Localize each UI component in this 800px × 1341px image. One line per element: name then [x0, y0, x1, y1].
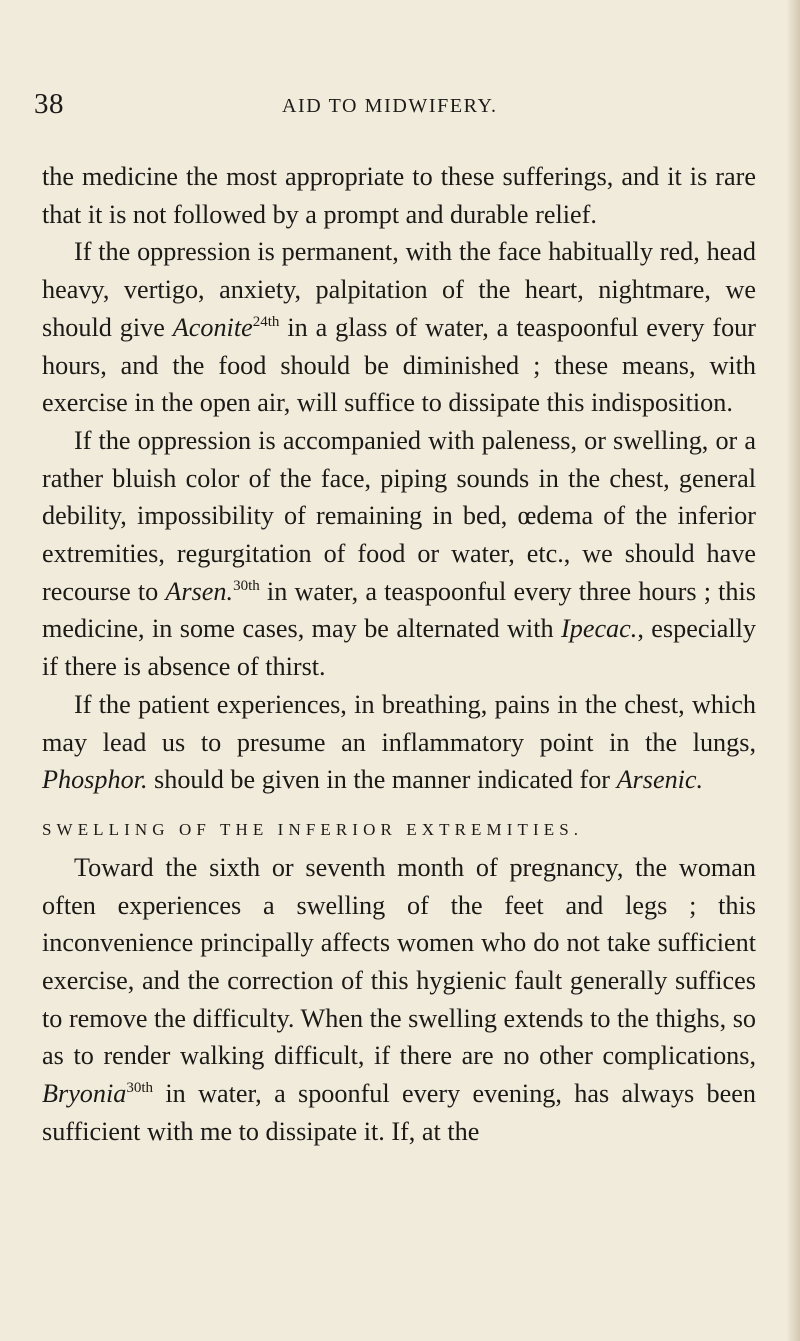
- remedy-name: Phosphor.: [42, 765, 148, 795]
- page-header: [0, 88, 800, 128]
- remedy-name: Ipecac.: [561, 614, 638, 644]
- page-edge-discoloration: [786, 0, 800, 1341]
- running-head: AID TO MIDWIFERY.: [282, 95, 498, 117]
- paragraph-text: in water, a spoonful every evening, has always been sufficient with me to dissipate it. If, at the: [42, 1079, 756, 1146]
- section-heading: SWELLING OF THE INFERIOR EXTREMITIES.: [42, 819, 584, 839]
- paragraph-text: Toward the sixth or seventh month of pregnancy, the woman often experiences a swelling of the feet and legs ; this inconvenience principally affects women who do not take sufficient exercise, and the correction of this hygienic fault generally suffices to remove the difficulty. When the swelling extends to the thighs, so as to render walking difficult, if there are no other complications,: [42, 852, 756, 1071]
- remedy-name: Bryonia: [42, 1079, 127, 1109]
- paragraph-text: If the oppression is accompanied with paleness, or swelling, or a rather bluish color of the face, piping sounds in the chest, general debility, impossibility of remaining in bed, œdema of the inferior extremities, regurgitation of food or water, etc., we should have recourse to: [42, 425, 756, 606]
- page-body: [42, 158, 756, 1151]
- paragraph-text: in water, a teaspoonful every three hours ; this medicine, in some cases, may be alternated with: [42, 576, 756, 644]
- paragraph-text: , especially if there is absence of thirst.: [42, 614, 757, 682]
- paragraph-text: If the patient experiences, in breathing, pains in the chest, which may lead us to presume an inflammatory point in the lungs,: [42, 689, 756, 757]
- paragraph-phosphor: [42, 686, 756, 799]
- page-number: 38: [34, 88, 64, 120]
- paragraph-bryonia: [42, 849, 756, 1151]
- potency: 30th: [126, 1080, 154, 1097]
- remedy-name: Arsenic.: [616, 765, 704, 795]
- paragraph-text: in a glass of water, a teaspoonful every four hours, and the food should be diminished ; these means, with exercise in the open air, will suffice to dissipate this indisposition.: [42, 312, 756, 418]
- potency: 30th: [233, 577, 260, 594]
- paragraph-arsen: [42, 422, 756, 686]
- paragraph-text: the medicine the most appropriate to these sufferings, and it is rare that it is not followed by a prompt and durable relief.: [42, 162, 756, 229]
- potency: 24th: [252, 313, 280, 330]
- paragraph-text: If the oppression is permanent, with the face habitually red, head heavy, vertigo, anxiety, palpitation of the heart, nightmare, we should give: [42, 237, 756, 342]
- paragraph-aconite: [42, 233, 756, 422]
- remedy-name: Aconite: [172, 312, 253, 342]
- paragraph-continuation: [42, 158, 756, 233]
- paragraph-text: should be given in the manner indicated for: [147, 765, 617, 795]
- remedy-name: Arsen.: [165, 576, 234, 606]
